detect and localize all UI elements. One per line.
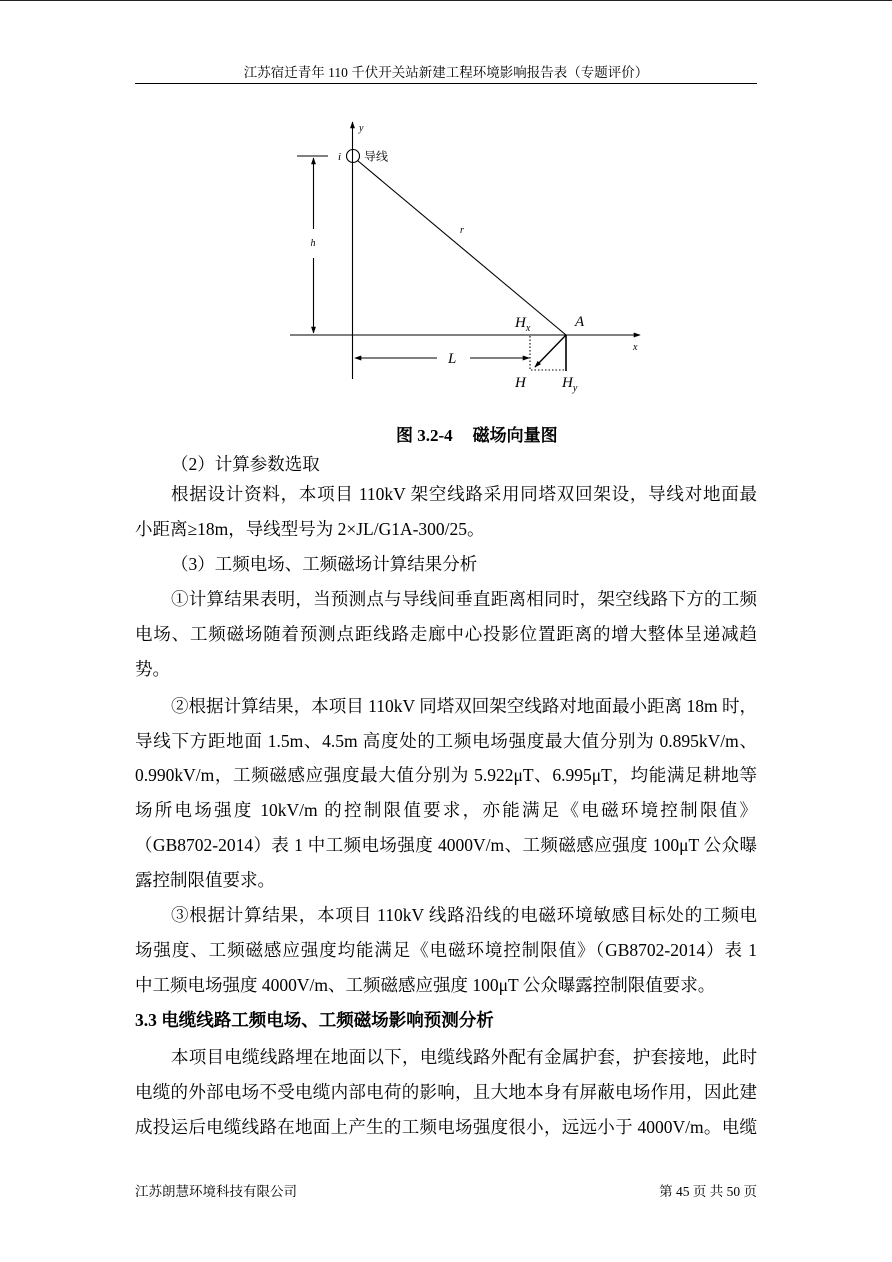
paragraph-line: ①计算结果表明，当预测点与导线间垂直距离相同时，架空线路下方的工频 (171, 589, 757, 609)
paragraph-line: 场强度、工频磁感应强度均能满足《电磁环境控制限值》（GB8702-2014）表 1 (135, 940, 757, 960)
paragraph-line: 露控制限值要求。 (135, 870, 275, 890)
paragraph-line: （GB8702-2014）表 1 中工频电场强度 4000V/m、工频磁感应强度 100μT 公众曝 (135, 835, 757, 855)
distance-r-line (358, 161, 567, 336)
item3-title: （3）工频电场、工频磁场计算结果分析 (171, 554, 478, 574)
paragraph-line: 导线下方距地面 1.5m、4.5m 高度处的工频电场强度最大值分别为 0.895kV/m、 (135, 731, 757, 751)
figure-caption-number: 图 3.2-4 (396, 426, 453, 445)
hx-label (514, 315, 531, 334)
figure-caption (396, 424, 558, 448)
magnetic-field-vector-diagram (0, 0, 892, 410)
paragraph-line: 中工频电场强度 4000V/m、工频磁感应强度 100μT 公众曝露控制限值要求。 (135, 975, 716, 995)
paragraph-line: 势。 (135, 659, 170, 679)
distance-r-label: r (460, 225, 464, 236)
paragraph-line: 场所电场强度 10kV/m 的控制限值要求，亦能满足《电磁环境控制限值》 (135, 800, 757, 820)
figure-caption-title: 磁场向量图 (472, 426, 558, 445)
conductor-label: 导线 (364, 149, 389, 164)
hy-label-base: H (562, 375, 573, 391)
paragraph-line: 根据设计资料，本项目 110kV 架空线路采用同塔双回架设，导线对地面最 (171, 484, 757, 504)
hy-label (561, 375, 578, 394)
distance-L-label: L (448, 351, 457, 367)
current-label: i (338, 151, 342, 163)
footer-company: 江苏朗慧环境科技有限公司 (135, 1184, 297, 1199)
paragraph-line: 电场、工频磁场随着预测点距线路走廊中心投影位置距离的增大整体呈递减趋 (135, 624, 757, 644)
paragraph-line: 本项目电缆线路埋在地面以下，电缆线路外配有金属护套，护套接地，此时 (171, 1047, 757, 1067)
paragraph-line: 电缆的外部电场不受电缆内部电荷的影响，且大地本身有屏蔽电场作用，因此建 (135, 1082, 757, 1102)
height-label: h (310, 238, 316, 249)
paragraph-line: ②根据计算结果，本项目 110kV 同塔双回架空线路对地面最小距离 18m 时， (171, 696, 757, 716)
field-vector-h (535, 335, 566, 367)
point-a-label: A (575, 314, 585, 330)
paragraph-line: 成投运后电缆线路在地面上产生的工频电场强度很小，远远小于 4000V/m。电缆 (135, 1117, 757, 1137)
paragraph-line: 小距离≥18m，导线型号为 2×JL/G1A-300/25。 (135, 519, 485, 539)
hx-label-subscript: x (525, 323, 531, 334)
field-h-label: H (515, 375, 526, 391)
section-heading-3-3: 3.3 电缆线路工频电场、工频磁场影响预测分析 (135, 1010, 494, 1030)
running-header-title: 江苏宿迁青年 110 千伏开关站新建工程环境影响报告表（专题评价） (243, 65, 649, 80)
hx-label-base: H (515, 315, 526, 331)
y-axis-label: y (359, 123, 364, 134)
hy-label-subscript: y (572, 383, 578, 394)
footer-page-number: 第 45 页 共 50 页 (659, 1184, 757, 1199)
paragraph-line: ③根据计算结果，本项目 110kV 线路沿线的电磁环境敏感目标处的工频电 (171, 905, 757, 925)
paragraph-line: 0.990kV/m，工频磁感应强度最大值分别为 5.922μT、6.995μT，均能满足耕地等 (135, 765, 757, 785)
x-axis-label: x (633, 342, 638, 353)
item2-title: （2）计算参数选取 (171, 454, 320, 474)
